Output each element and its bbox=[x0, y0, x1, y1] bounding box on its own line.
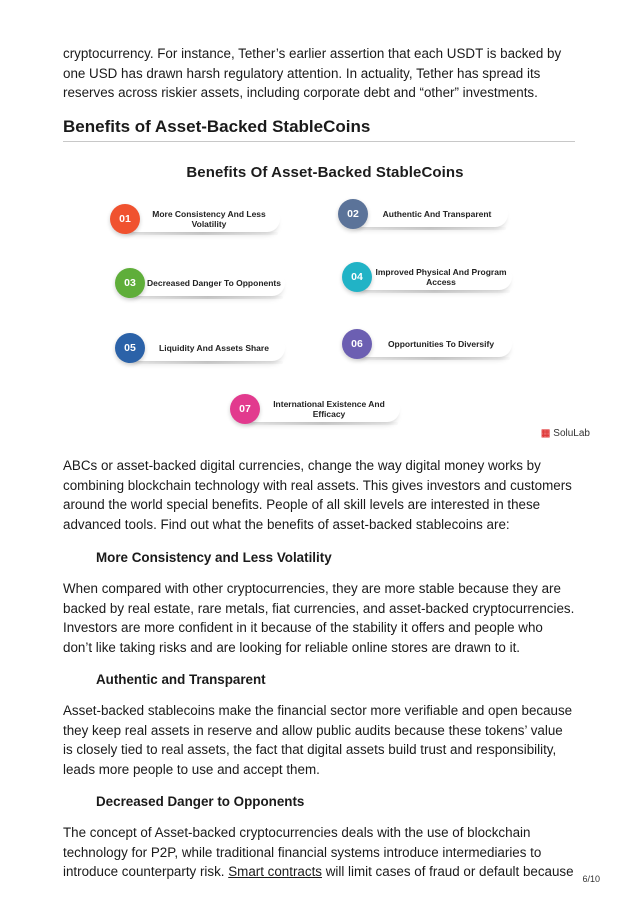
section-heading: Benefits of Asset-Backed StableCoins bbox=[63, 117, 371, 136]
benefit-number-06: 06 bbox=[342, 329, 372, 359]
benefit-number-01: 01 bbox=[110, 204, 140, 234]
transparent-paragraph: Asset-backed stablecoins make the financial sector more verifiable and open because they keep real assets in reserve and allow public audits because these tokens’ value is closely tied to real assets, the fact that digital assets build trust and responsibility, leads more people to use and accept them. bbox=[63, 703, 573, 777]
solulab-logo-icon: ▦ bbox=[540, 428, 551, 439]
benefit-card-06 bbox=[342, 324, 512, 364]
benefit-label-07: International Existence And Efficacy bbox=[273, 399, 385, 419]
infographic-title: Benefits Of Asset-Backed StableCoins bbox=[186, 164, 464, 181]
benefit-card-01 bbox=[110, 199, 280, 239]
benefit-number-02: 02 bbox=[338, 199, 368, 229]
benefit-card-04 bbox=[342, 257, 512, 297]
benefit-number-05: 05 bbox=[115, 333, 145, 363]
benefit-label-02: Authentic And Transparent bbox=[382, 209, 492, 219]
benefit-label-03: Decreased Danger To Opponents bbox=[147, 278, 281, 288]
subheading-danger: Decreased Danger to Opponents bbox=[96, 794, 305, 809]
abcs-paragraph: ABCs or asset-backed digital currencies, change the way digital money works by combining blockchain technology with real assets. This gives investors and customers around the world special benefits. People of all skill levels are interested in these advanced tools. Find out what the benefits of asset-backed stablecoins are: bbox=[63, 458, 572, 532]
danger-text-start: The concept of Asset-backed cryptocurrencies deals with the use of blockchain technology for P2P, while traditional financial systems introduce intermediaries to introduce counterparty risk. bbox=[63, 825, 542, 879]
benefit-number-04: 04 bbox=[342, 262, 372, 292]
benefits-infographic bbox=[110, 150, 590, 445]
benefit-number-03: 03 bbox=[115, 268, 145, 298]
benefit-label-01: More Consistency And Less Volatility bbox=[152, 209, 266, 229]
page-number: 6/10 bbox=[582, 874, 600, 884]
consistency-paragraph: When compared with other cryptocurrencies, they are more stable because they are backed by real estate, rare metals, fiat currencies, and asset-backed cryptocurrencies. Investors are more confident in it because of the stability it offers and people who don’t like taking risks and are looking for reliable online stores are drawn to it. bbox=[63, 581, 575, 655]
benefit-label-04: Improved Physical And Program Access bbox=[375, 267, 507, 287]
subheading-transparent: Authentic and Transparent bbox=[96, 672, 266, 687]
benefit-card-05 bbox=[115, 328, 285, 368]
heading-divider bbox=[63, 141, 575, 142]
danger-text-end: will limit cases of fraud or default because bbox=[322, 864, 574, 879]
benefit-number-07: 07 bbox=[230, 394, 260, 424]
benefit-label-05: Liquidity And Assets Share bbox=[159, 343, 269, 353]
intro-paragraph: cryptocurrency. For instance, Tether’s earlier assertion that each USDT is backed by one USD has drawn harsh regulatory attention. In actuality, Tether has spread its reserves across riskier assets, including corporate debt and “other” investments. bbox=[63, 46, 562, 100]
smart-contracts-link[interactable]: Smart contracts bbox=[228, 864, 322, 879]
subheading-consistency: More Consistency and Less Volatility bbox=[96, 550, 332, 565]
solulab-logo-text: SoluLab bbox=[553, 428, 590, 439]
danger-paragraph bbox=[63, 823, 575, 882]
article-body bbox=[63, 456, 575, 882]
benefit-card-02 bbox=[338, 194, 508, 234]
benefit-label-06: Opportunities To Diversify bbox=[387, 339, 495, 349]
solulab-logo bbox=[541, 428, 590, 439]
benefit-card-07 bbox=[230, 389, 400, 429]
benefit-card-03 bbox=[115, 263, 285, 303]
